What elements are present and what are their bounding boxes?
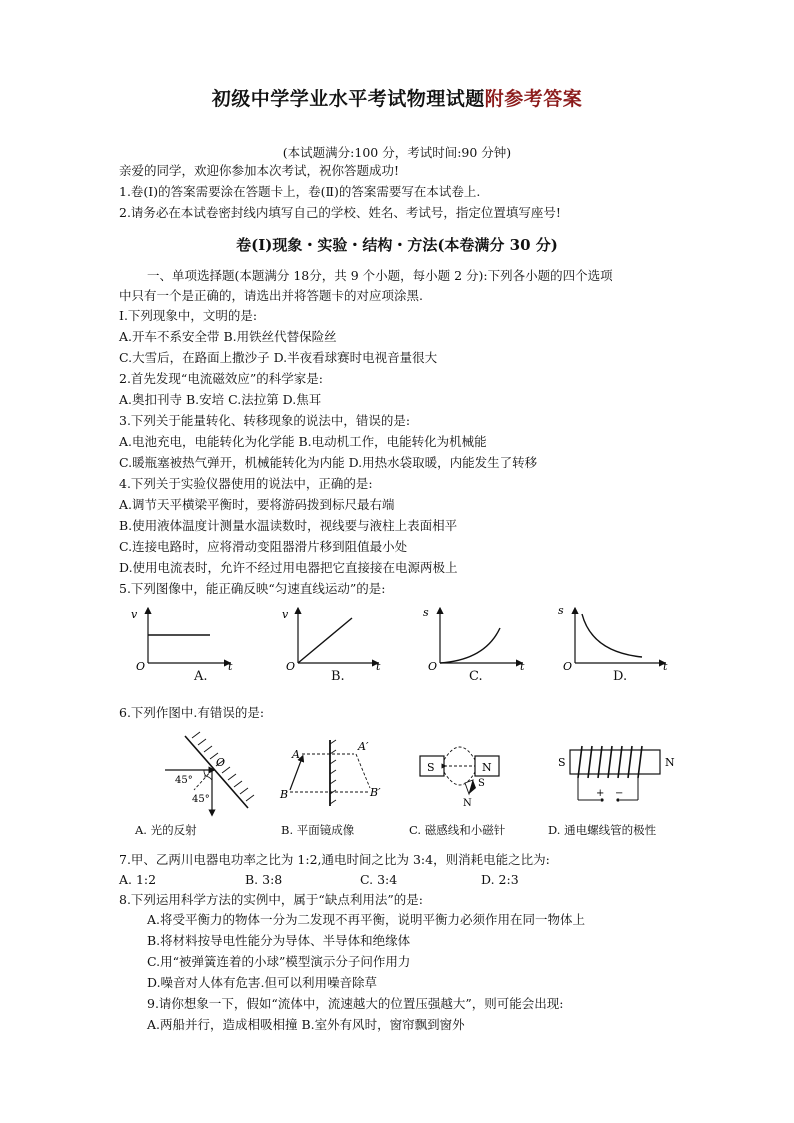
q7-option-a: A. 1:2 bbox=[119, 872, 157, 887]
x-axis-label: t bbox=[228, 660, 233, 673]
option-line: A.将受平衡力的物体一分为二发现不再平衡，说明平衡力必须作用在同一物体上 bbox=[147, 912, 586, 927]
option-line: A.电池充电，电能转化为化学能 B.电动机工作，电能转化为机械能 bbox=[119, 434, 487, 449]
needle-s-label: S bbox=[478, 778, 485, 789]
diagram-magnets bbox=[420, 747, 499, 809]
option-line: C.连接电路时，应将滑动变阻器滑片移到阻值最小处 bbox=[119, 539, 408, 554]
terminal-minus-label: − bbox=[615, 788, 624, 799]
origin-label: O bbox=[136, 660, 146, 673]
diagram-reflection bbox=[165, 732, 254, 813]
graph-d bbox=[558, 604, 668, 673]
diagram-caption-d: D. 通电螺线管的极性 bbox=[548, 823, 657, 837]
origin-label: O bbox=[563, 660, 573, 673]
point-b-label: B bbox=[280, 788, 289, 801]
point-a-prime-label: A′ bbox=[358, 740, 369, 753]
option-line: A.两船并行，造成相吸相撞 B.室外有风时，窗帘飘到窗外 bbox=[147, 1017, 465, 1032]
graph-label-c: C. bbox=[469, 669, 483, 684]
origin-label: O bbox=[428, 660, 438, 673]
option-line: C.用“被弹簧连着的小球”模型演示分子问作用力 bbox=[147, 954, 411, 969]
option-line: C.暖瓶塞被热气弹开，机械能转化为内能 D.用热水袋取暖，内能发生了转移 bbox=[119, 455, 538, 470]
graph-b bbox=[282, 608, 381, 673]
question-9: 9.请你想象一下，假如“流体中，流速越大的位置压强越大”，则可能会出现: bbox=[147, 996, 564, 1011]
option-line: B.将材料按导电性能分为导体、半导体和绝缘体 bbox=[147, 933, 411, 948]
solenoid-s-label: S bbox=[558, 756, 566, 769]
graph-b-line bbox=[298, 618, 352, 663]
q7-option-c: C. 3:4 bbox=[360, 872, 398, 887]
exam-meta: (本试题满分:100 分，考试时间:90 分钟) bbox=[282, 145, 512, 160]
graph-d-curve bbox=[582, 614, 642, 657]
graph-label-a: A. bbox=[194, 669, 208, 684]
point-o-label: O bbox=[216, 756, 226, 769]
optics-magnet-diagrams bbox=[130, 728, 690, 818]
option-line: B.使用液体温度计测量水温读数时，视线要与液柱上表面相平 bbox=[119, 518, 458, 533]
needle-n-label: N bbox=[463, 798, 472, 809]
title-suffix: 附参考答案 bbox=[484, 88, 583, 110]
option-line: A.开车不系安全带 B.用铁丝代替保险丝 bbox=[119, 329, 337, 344]
option-line: D.噪音对人体有危害.但可以利用噪音除草 bbox=[147, 975, 378, 990]
diagram-caption-b: B. 平面镜成像 bbox=[281, 823, 355, 837]
graph-c-curve bbox=[440, 628, 500, 663]
question-2: 2.首先发现“电流磁效应”的科学家是: bbox=[119, 371, 323, 386]
question-1: I.下列现象中，文明的是: bbox=[119, 308, 258, 323]
question-6: 6.下列作图中.有错误的是: bbox=[119, 705, 265, 720]
terminal-plus-label: + bbox=[596, 788, 605, 799]
graph-a bbox=[131, 608, 233, 673]
option-line: A.调节天平横梁平衡时，要将游码拨到标尺最右端 bbox=[119, 497, 395, 512]
graph-label-b: B. bbox=[331, 669, 345, 684]
instruction-line: 一、单项选择题(本题满分 18分，共 9 个小题，每小题 2 分):下列各小题的四个选项 bbox=[147, 268, 613, 283]
y-axis-label: s bbox=[423, 606, 429, 619]
graph-c bbox=[423, 606, 525, 673]
x-axis-label: t bbox=[520, 660, 525, 673]
instruction-line: 中只有一个是正确的，请选出并将答题卡的对应项涂黑. bbox=[119, 288, 423, 303]
point-a-label: A bbox=[292, 748, 300, 761]
x-axis-label: t bbox=[663, 660, 668, 673]
diagram-caption-c: C. 磁感线和小磁针 bbox=[409, 823, 506, 837]
intro-line: 2.请务必在本试卷密封线内填写自己的学校、姓名、考试号，指定位置填写座号! bbox=[119, 205, 561, 220]
diagram-solenoid bbox=[558, 746, 675, 802]
diagram-plane-mirror bbox=[279, 740, 381, 806]
option-line: C.大雪后，在路面上撒沙子 D.半夜看球赛时电视音量很大 bbox=[119, 350, 438, 365]
angle-label: 45° bbox=[175, 775, 193, 786]
option-line: A.奥扣刊寺 B.安培 C.法拉第 D.焦耳 bbox=[119, 392, 322, 407]
question-3: 3.下列关于能量转化、转移现象的说法中，错误的是: bbox=[119, 413, 411, 428]
question-4: 4.下列关于实验仪器使用的说法中，正确的是: bbox=[119, 476, 373, 491]
intro-line: 亲爱的同学，欢迎你参加本次考试，祝你答题成功! bbox=[119, 163, 400, 178]
magnet-n-label: N bbox=[482, 761, 492, 774]
q7-option-d: D. 2:3 bbox=[481, 872, 519, 887]
question-5: 5.下列图像中，能正确反映“匀速直线运动”的是: bbox=[119, 581, 386, 596]
title-main: 初级中学学业水平考试物理试题 bbox=[211, 88, 485, 110]
question-8: 8.下列运用科学方法的实例中，属于“缺点利用法”的是: bbox=[119, 892, 423, 907]
x-axis-label: t bbox=[376, 660, 381, 673]
option-line: D.使用电流表时，允许不经过用电器把它直接接在电源两极上 bbox=[119, 560, 458, 575]
solenoid-n-label: N bbox=[665, 756, 675, 769]
graph-label-d: D. bbox=[613, 669, 628, 684]
origin-label: O bbox=[286, 660, 296, 673]
point-b-prime-label: B′ bbox=[370, 786, 381, 799]
q7-option-b: B. 3:8 bbox=[245, 872, 283, 887]
intro-line: 1.卷(Ⅰ)的答案需要涂在答题卡上，卷(Ⅱ)的答案需要写在本试卷上. bbox=[119, 184, 481, 199]
diagram-caption-a: A. 光的反射 bbox=[135, 823, 197, 837]
y-axis-label: v bbox=[131, 608, 138, 621]
y-axis-label: v bbox=[282, 608, 289, 621]
angle-label: 45° bbox=[192, 794, 210, 805]
section-title: 卷(Ⅰ)现象・实验・结构・方法(本卷满分 30 分) bbox=[236, 236, 558, 254]
exam-title bbox=[0, 84, 794, 111]
y-axis-label: s bbox=[558, 604, 564, 617]
question-7: 7.甲、乙两川电器电功率之比为 1:2,通电时间之比为 3:4，则消耗电能之比为: bbox=[119, 852, 550, 867]
magnet-s-label: S bbox=[427, 761, 435, 774]
